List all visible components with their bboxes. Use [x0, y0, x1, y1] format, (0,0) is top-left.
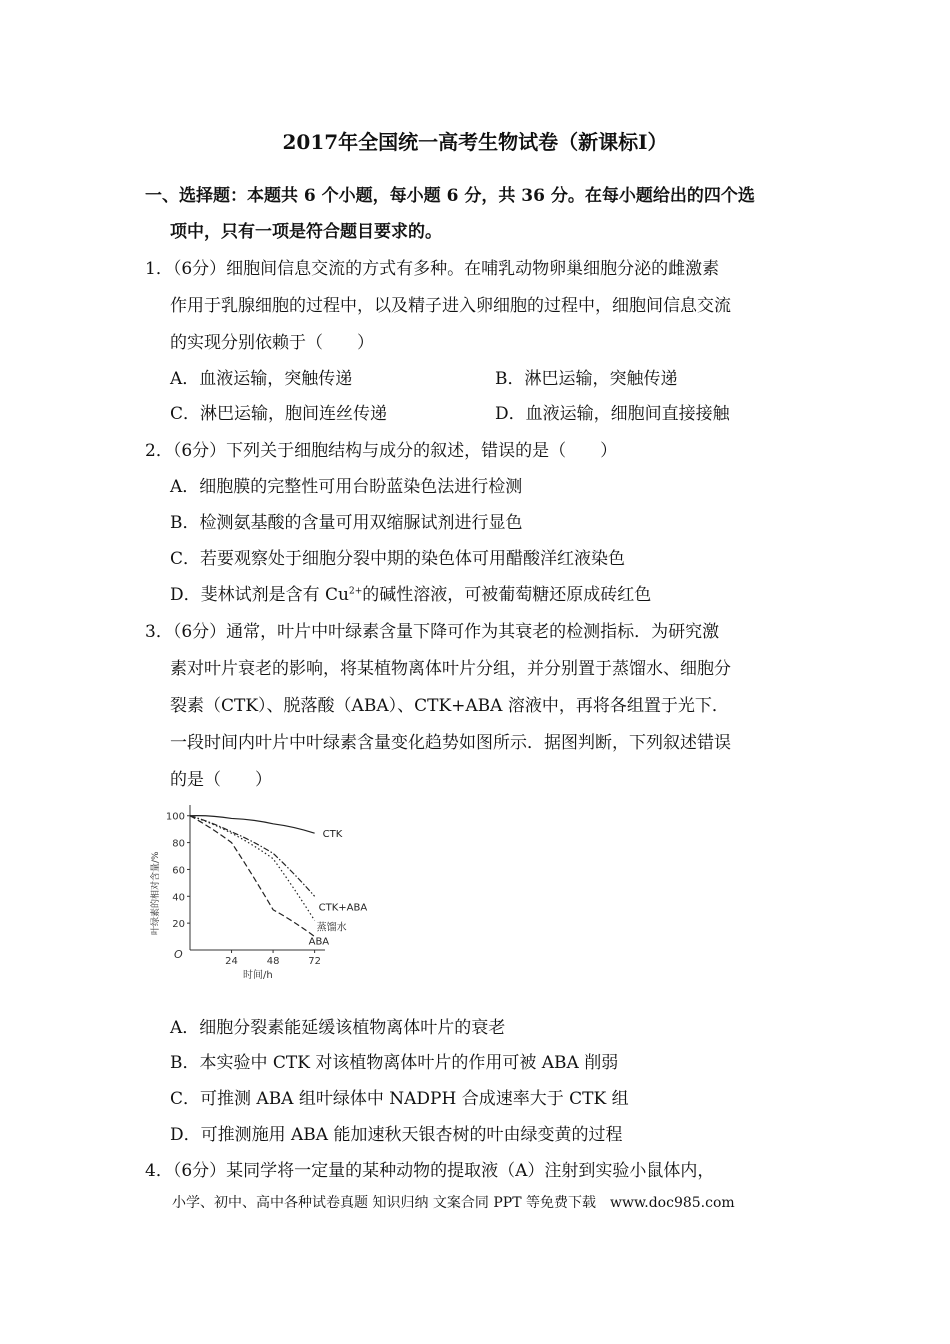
q2-stem: 2．（6分）下列关于细胞结构与成分的叙述，错误的是（ ） [145, 441, 618, 461]
q2-option-d-pre: D．斐林试剂是含有 Cu [170, 585, 349, 605]
q1-option-d: D．血液运输，细胞间直接接触 [495, 404, 730, 424]
q2-option-d-post: 的碱性溶液，可被葡萄糖还原成砖红色 [362, 585, 652, 605]
q3-stem-line4: 一段时间内叶片中叶绿素含量变化趋势如图所示．据图判断，下列叙述错误 [170, 733, 731, 753]
series-line-0 [190, 816, 315, 834]
series-label-1: CTK+ABA [318, 902, 368, 914]
series-label-0: CTK [322, 829, 343, 841]
q4-stem-line1: 4．（6分）某同学将一定量的某种动物的提取液（A）注射到实验小鼠体内， [145, 1161, 715, 1181]
y-tick-label: 100 [165, 811, 185, 823]
q2-option-d-sup: 2+ [349, 586, 363, 597]
chlorophyll-chart [140, 800, 380, 985]
section-heading-line2: 项中，只有一项是符合题目要求的。 [170, 222, 442, 242]
q2-option-b: B．检测氨基酸的含量可用双缩脲试剂进行显色 [170, 513, 523, 533]
page-title: 2017年全国统一高考生物试卷（新课标I） [282, 130, 668, 154]
q2-option-c: C．若要观察处于细胞分裂中期的染色体可用醋酸洋红液染色 [170, 549, 626, 569]
y-tick-label: 20 [172, 919, 185, 931]
q2-option-d [170, 580, 651, 605]
q3-option-d: D．可推测施用 ABA 能加速秋天银杏树的叶由绿变黄的过程 [170, 1125, 623, 1145]
chart-ylabel: 叶绿素的相对含量/% [151, 851, 161, 935]
footer-note: 小学、初中、高中各种试卷真题 知识归纳 文案合同 PPT 等免费下载 www.doc985.com [172, 1195, 735, 1211]
q3-stem-line5: 的是（ ） [170, 770, 272, 790]
q1-option-a: A．血液运输，突触传递 [170, 369, 353, 389]
series-label-3: ABA [308, 936, 330, 948]
q3-stem-line2: 素对叶片衰老的影响，将某植物离体叶片分组，并分别置于蒸馏水、细胞分 [170, 659, 731, 679]
series-line-2 [190, 816, 315, 921]
q1-stem-line3: 的实现分别依赖于（ ） [170, 333, 374, 353]
y-tick-label: 60 [172, 865, 185, 877]
q1-stem-line1: 1．（6分）细胞间信息交流的方式有多种。在哺乳动物卵巢细胞分泌的雌激素 [145, 259, 720, 279]
series-label-2: 蒸馏水 [316, 922, 347, 934]
q1-option-c: C．淋巴运输，胞间连丝传递 [170, 404, 388, 424]
section-heading-line1: 一、选择题：本题共 6 个小题，每小题 6 分，共 36 分。在每小题给出的四个选 [145, 186, 755, 206]
q1-stem-line2: 作用于乳腺细胞的过程中，以及精子进入卵细胞的过程中，细胞间信息交流 [170, 296, 731, 316]
q3-stem-line3: 裂素（CTK）、脱落酸（ABA）、CTK+ABA 溶液中，再将各组置于光下． [170, 696, 729, 716]
y-tick-label: 40 [172, 892, 185, 904]
q1-option-b: B．淋巴运输，突触传递 [495, 369, 678, 389]
q2-option-a: A．细胞膜的完整性可用台盼蓝染色法进行检测 [170, 477, 523, 497]
x-tick-label: 48 [266, 956, 280, 967]
q3-option-c: C．可推测 ABA 组叶绿体中 NADPH 合成速率大于 CTK 组 [170, 1089, 629, 1109]
y-tick-label: 80 [172, 838, 185, 850]
q3-stem-line1: 3．（6分）通常，叶片中叶绿素含量下降可作为其衰老的检测指标．为研究激 [145, 622, 720, 642]
chart-origin-label: O [174, 948, 183, 961]
x-tick-label: 72 [308, 956, 321, 967]
q3-option-b: B．本实验中 CTK 对该植物离体叶片的作用可被 ABA 削弱 [170, 1053, 619, 1073]
chart-xlabel: 时间/h [243, 970, 273, 981]
q3-option-a: A．细胞分裂素能延缓该植物离体叶片的衰老 [170, 1018, 506, 1038]
x-tick-label: 24 [225, 956, 238, 967]
